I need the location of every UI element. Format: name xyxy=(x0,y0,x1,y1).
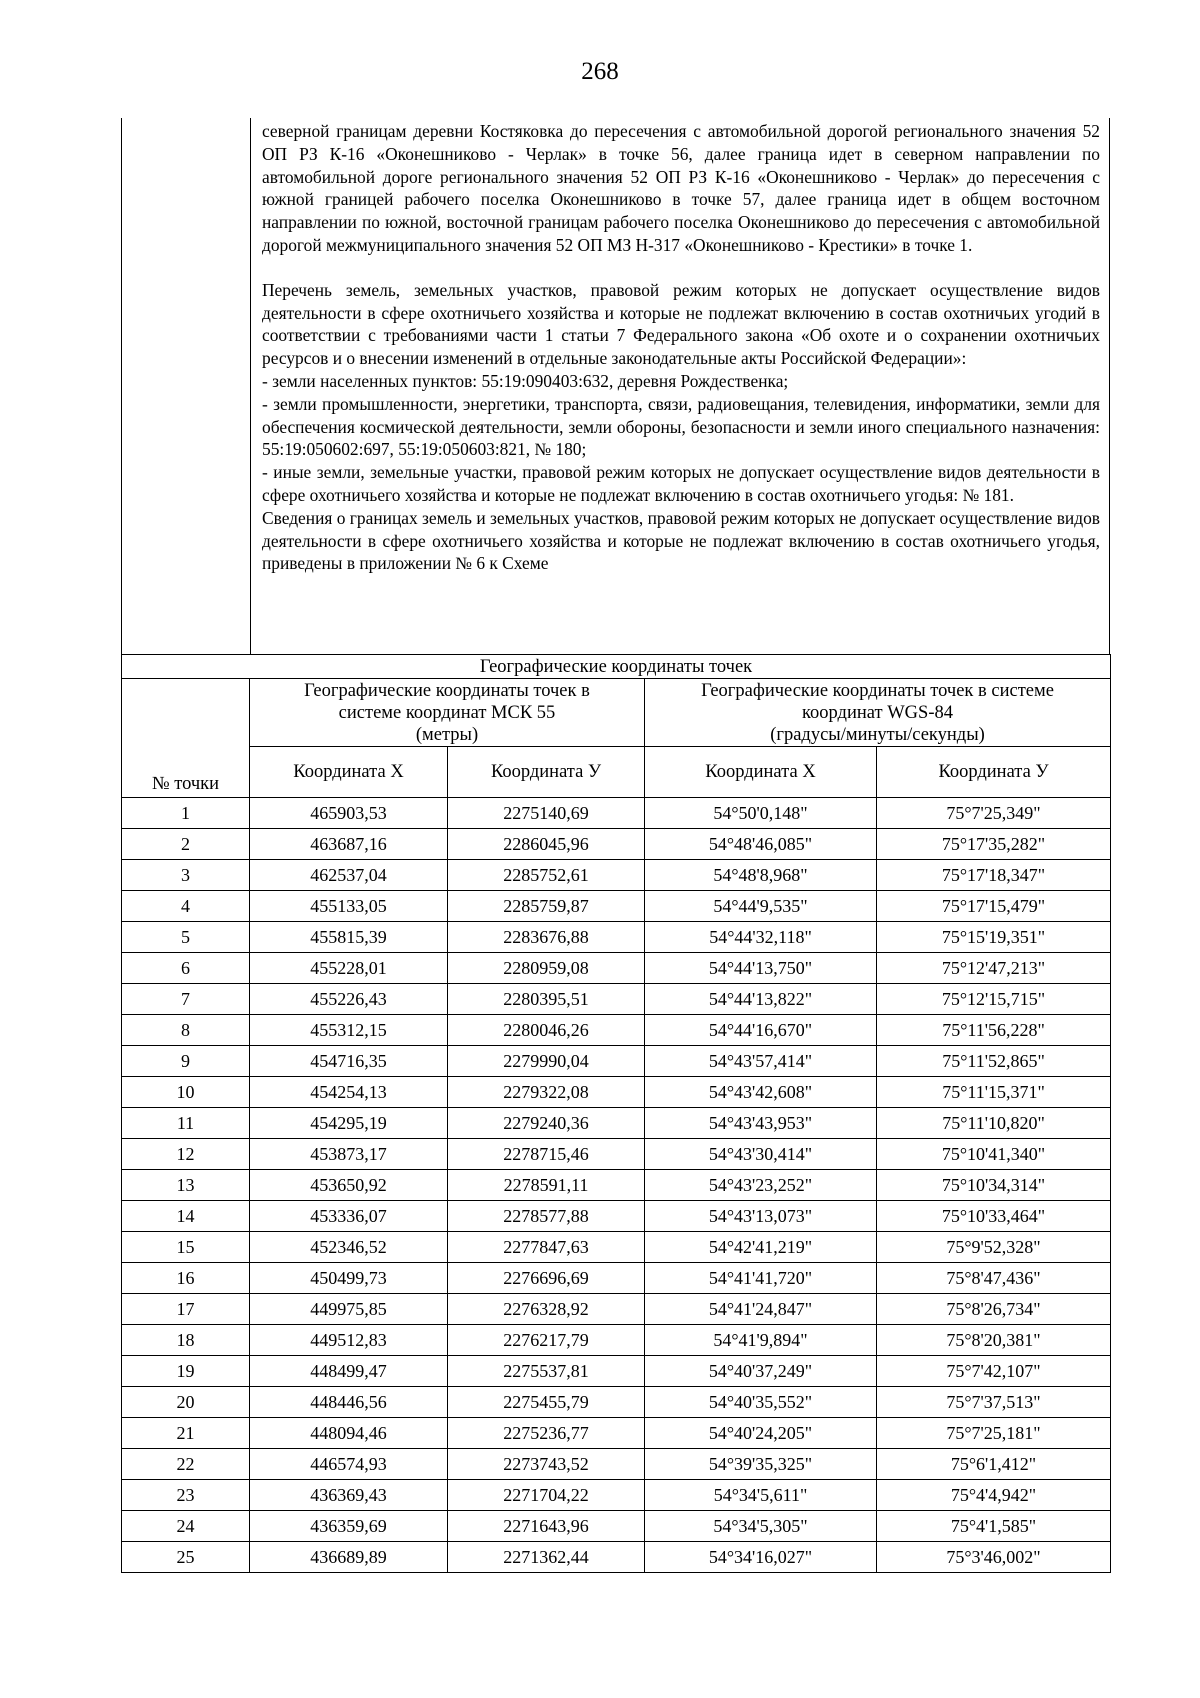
msk55-y-cell: 2271704,22 xyxy=(448,1480,645,1511)
msk55-x-header: Координата Х xyxy=(250,747,448,798)
wgs84-y-cell: 75°7'37,513" xyxy=(877,1387,1111,1418)
msk55-x-cell: 455226,43 xyxy=(250,984,448,1015)
point-number-cell: 6 xyxy=(122,953,250,984)
table-row xyxy=(122,1480,1111,1511)
msk55-x-cell: 453873,17 xyxy=(250,1139,448,1170)
list-item-other-lands: - иные земли, земельные участки, правовой режим которых не допускает осуществление видов деятельности в сфере охотничьего хозяйства и которые не подлежат включению в состав охотничьего угодья: № 181. xyxy=(262,462,1100,505)
wgs84-x-cell: 54°41'9,894" xyxy=(645,1325,877,1356)
table-row xyxy=(122,798,1111,829)
table-row xyxy=(122,1108,1111,1139)
msk55-x-cell: 436369,43 xyxy=(250,1480,448,1511)
wgs84-x-cell: 54°43'30,414" xyxy=(645,1139,877,1170)
wgs84-x-cell: 54°39'35,325" xyxy=(645,1449,877,1480)
msk55-y-cell: 2280395,51 xyxy=(448,984,645,1015)
msk55-y-header: Координата У xyxy=(448,747,645,798)
wgs84-x-cell: 54°42'41,219" xyxy=(645,1232,877,1263)
wgs84-y-cell: 75°17'35,282" xyxy=(877,829,1111,860)
msk55-y-cell: 2271362,44 xyxy=(448,1542,645,1573)
msk55-x-cell: 448446,56 xyxy=(250,1387,448,1418)
point-number-cell: 14 xyxy=(122,1201,250,1232)
msk55-y-cell: 2276696,69 xyxy=(448,1263,645,1294)
table-row xyxy=(122,1170,1111,1201)
msk55-x-cell: 436359,69 xyxy=(250,1511,448,1542)
msk55-header-line1: Географические координаты точек в xyxy=(304,680,590,701)
msk55-y-cell: 2275537,81 xyxy=(448,1356,645,1387)
msk55-y-cell: 2276328,92 xyxy=(448,1294,645,1325)
point-number-cell: 5 xyxy=(122,922,250,953)
msk55-x-cell: 455133,05 xyxy=(250,891,448,922)
table-caption: Географические координаты точек xyxy=(122,655,1111,679)
table-row xyxy=(122,922,1111,953)
msk55-x-cell: 454254,13 xyxy=(250,1077,448,1108)
wgs84-x-cell: 54°43'13,073" xyxy=(645,1201,877,1232)
msk55-x-cell: 462537,04 xyxy=(250,860,448,891)
msk55-x-cell: 455815,39 xyxy=(250,922,448,953)
wgs84-x-cell: 54°43'57,414" xyxy=(645,1046,877,1077)
wgs84-y-cell: 75°17'18,347" xyxy=(877,860,1111,891)
wgs84-x-cell: 54°40'35,552" xyxy=(645,1387,877,1418)
wgs84-x-cell: 54°40'37,249" xyxy=(645,1356,877,1387)
wgs84-y-cell: 75°7'42,107" xyxy=(877,1356,1111,1387)
wgs84-x-cell: 54°43'42,608" xyxy=(645,1077,877,1108)
table-row xyxy=(122,1449,1111,1480)
point-number-cell: 24 xyxy=(122,1511,250,1542)
point-number-cell: 4 xyxy=(122,891,250,922)
wgs84-x-cell: 54°43'23,252" xyxy=(645,1170,877,1201)
msk55-x-cell: 452346,52 xyxy=(250,1232,448,1263)
point-number-cell: 17 xyxy=(122,1294,250,1325)
paragraph-boundary-description: северной границам деревни Костяковка до пересечения с автомобильной дорогой регионального значения 52 ОП РЗ К-16 «Оконешниково - Черлак» в точке 56, далее граница идет в северном направлении по автомобильной дороге регионального значения 52 ОП РЗ К-16 «Оконешниково - Черлак» до пересечения с южной границей рабочего поселка Оконешниково в точке 57, далее граница идет в общем восточном направлении по южной, восточной границам рабочего поселка Оконешниково до пересечения с автомобильной дорогой межмуниципального значения 52 ОП МЗ Н-317 «Оконешниково - Крестики» в точке 1. xyxy=(262,121,1100,255)
wgs84-header xyxy=(645,679,1111,747)
table-row xyxy=(122,1387,1111,1418)
msk55-x-cell: 449512,83 xyxy=(250,1325,448,1356)
msk55-y-cell: 2279990,04 xyxy=(448,1046,645,1077)
page-number: 268 xyxy=(581,58,619,85)
wgs84-y-cell: 75°12'15,715" xyxy=(877,984,1111,1015)
point-number-cell: 9 xyxy=(122,1046,250,1077)
wgs84-y-cell: 75°12'47,213" xyxy=(877,953,1111,984)
msk55-x-cell: 455312,15 xyxy=(250,1015,448,1046)
wgs84-x-cell: 54°34'5,305" xyxy=(645,1511,877,1542)
point-number-cell: 19 xyxy=(122,1356,250,1387)
wgs84-y-cell: 75°10'33,464" xyxy=(877,1201,1111,1232)
msk55-y-cell: 2280046,26 xyxy=(448,1015,645,1046)
wgs84-y-cell: 75°4'1,585" xyxy=(877,1511,1111,1542)
wgs84-y-cell: 75°11'52,865" xyxy=(877,1046,1111,1077)
msk55-y-cell: 2280959,08 xyxy=(448,953,645,984)
wgs84-y-cell: 75°7'25,349" xyxy=(877,798,1111,829)
msk55-y-cell: 2279322,08 xyxy=(448,1077,645,1108)
msk55-x-cell: 449975,85 xyxy=(250,1294,448,1325)
wgs84-y-cell: 75°8'47,436" xyxy=(877,1263,1111,1294)
msk55-x-cell: 463687,16 xyxy=(250,829,448,860)
table-row xyxy=(122,829,1111,860)
table-row xyxy=(122,891,1111,922)
point-number-cell: 1 xyxy=(122,798,250,829)
wgs84-x-cell: 54°41'41,720" xyxy=(645,1263,877,1294)
point-number-cell: 23 xyxy=(122,1480,250,1511)
table-row xyxy=(122,1015,1111,1046)
table-row xyxy=(122,1542,1111,1573)
msk55-x-cell: 448094,46 xyxy=(250,1418,448,1449)
wgs84-x-header: Координата Х xyxy=(645,747,877,798)
table-row xyxy=(122,1511,1111,1542)
wgs84-x-cell: 54°34'5,611" xyxy=(645,1480,877,1511)
point-number-cell: 22 xyxy=(122,1449,250,1480)
table-row xyxy=(122,1077,1111,1108)
msk55-y-cell: 2276217,79 xyxy=(448,1325,645,1356)
msk55-header-line3: (метры) xyxy=(415,724,479,745)
wgs84-x-cell: 54°44'32,118" xyxy=(645,922,877,953)
wgs84-x-cell: 54°44'13,822" xyxy=(645,984,877,1015)
wgs84-y-cell: 75°17'15,479" xyxy=(877,891,1111,922)
table-row xyxy=(122,1139,1111,1170)
wgs84-x-cell: 54°50'0,148" xyxy=(645,798,877,829)
msk55-y-cell: 2278591,11 xyxy=(448,1170,645,1201)
table-row xyxy=(122,1356,1111,1387)
point-number-cell: 12 xyxy=(122,1139,250,1170)
point-number-cell: 25 xyxy=(122,1542,250,1573)
msk55-y-cell: 2286045,96 xyxy=(448,829,645,860)
column-divider xyxy=(250,118,251,654)
msk55-y-cell: 2278577,88 xyxy=(448,1201,645,1232)
point-number-header: № точки xyxy=(122,679,250,798)
wgs84-y-cell: 75°10'34,314" xyxy=(877,1170,1111,1201)
point-number-cell: 10 xyxy=(122,1077,250,1108)
wgs84-header-line2: координат WGS-84 xyxy=(802,702,953,723)
wgs84-y-cell: 75°15'19,351" xyxy=(877,922,1111,953)
msk55-header-line2: системе координат МСК 55 xyxy=(338,702,556,723)
coordinates-table xyxy=(121,654,1111,1573)
point-number-cell: 2 xyxy=(122,829,250,860)
point-number-cell: 20 xyxy=(122,1387,250,1418)
table-row xyxy=(122,1263,1111,1294)
wgs84-y-cell: 75°3'46,002" xyxy=(877,1542,1111,1573)
wgs84-y-cell: 75°11'15,371" xyxy=(877,1077,1111,1108)
table-row xyxy=(122,953,1111,984)
table-row xyxy=(122,860,1111,891)
table-row xyxy=(122,1046,1111,1077)
wgs84-y-header: Координата У xyxy=(877,747,1111,798)
msk55-y-cell: 2275236,77 xyxy=(448,1418,645,1449)
msk55-x-cell: 453650,92 xyxy=(250,1170,448,1201)
point-number-cell: 11 xyxy=(122,1108,250,1139)
point-number-cell: 3 xyxy=(122,860,250,891)
msk55-y-cell: 2283676,88 xyxy=(448,922,645,953)
msk55-x-cell: 454295,19 xyxy=(250,1108,448,1139)
wgs84-x-cell: 54°44'16,670" xyxy=(645,1015,877,1046)
description-block xyxy=(121,118,1110,654)
wgs84-y-cell: 75°9'52,328" xyxy=(877,1232,1111,1263)
point-number-cell: 16 xyxy=(122,1263,250,1294)
wgs84-header-line3: (градусы/минуты/секунды) xyxy=(770,724,985,745)
msk55-x-cell: 465903,53 xyxy=(250,798,448,829)
msk55-x-cell: 455228,01 xyxy=(250,953,448,984)
point-number-cell: 21 xyxy=(122,1418,250,1449)
msk55-y-cell: 2279240,36 xyxy=(448,1108,645,1139)
table-row xyxy=(122,984,1111,1015)
table-row xyxy=(122,1232,1111,1263)
point-number-cell: 13 xyxy=(122,1170,250,1201)
msk55-y-cell: 2278715,46 xyxy=(448,1139,645,1170)
point-number-cell: 18 xyxy=(122,1325,250,1356)
wgs84-header-line1: Географические координаты точек в системе xyxy=(701,680,1054,701)
list-item-settlements: - земли населенных пунктов: 55:19:090403:632, деревня Рождественка; xyxy=(262,370,789,391)
msk55-x-cell: 446574,93 xyxy=(250,1449,448,1480)
list-item-industrial-lands: - земли промышленности, энергетики, транспорта, связи, радиовещания, телевидения, информатики, земли для обеспечения космической деятельности, земли обороны, безопасности и земли иного специального назначения: 55:19:050602:697, 55:19:050603:821, № 180; xyxy=(262,393,1100,460)
msk55-x-cell: 450499,73 xyxy=(250,1263,448,1294)
point-number-cell: 15 xyxy=(122,1232,250,1263)
wgs84-x-cell: 54°40'24,205" xyxy=(645,1418,877,1449)
wgs84-x-cell: 54°34'16,027" xyxy=(645,1542,877,1573)
msk55-x-cell: 454716,35 xyxy=(250,1046,448,1077)
msk55-y-cell: 2275140,69 xyxy=(448,798,645,829)
table-row xyxy=(122,1418,1111,1449)
table-row xyxy=(122,1294,1111,1325)
wgs84-y-cell: 75°11'10,820" xyxy=(877,1108,1111,1139)
wgs84-y-cell: 75°10'41,340" xyxy=(877,1139,1111,1170)
wgs84-x-cell: 54°44'13,750" xyxy=(645,953,877,984)
wgs84-y-cell: 75°8'26,734" xyxy=(877,1294,1111,1325)
paragraph-appendix-reference: Сведения о границах земель и земельных участков, правовой режим которых не допускает осуществление видов деятельности в сфере охотничьего хозяйства и которые не подлежат включению в состав охотничьего угодья, приведены в приложении № 6 к Схеме xyxy=(262,507,1100,574)
msk55-y-cell: 2271643,96 xyxy=(448,1511,645,1542)
wgs84-y-cell: 75°8'20,381" xyxy=(877,1325,1111,1356)
coordinates-table-body xyxy=(122,798,1111,1573)
msk55-y-cell: 2277847,63 xyxy=(448,1232,645,1263)
msk55-y-cell: 2285759,87 xyxy=(448,891,645,922)
msk55-x-cell: 453336,07 xyxy=(250,1201,448,1232)
msk55-y-cell: 2273743,52 xyxy=(448,1449,645,1480)
table-row xyxy=(122,1325,1111,1356)
msk55-y-cell: 2275455,79 xyxy=(448,1387,645,1418)
msk55-x-cell: 448499,47 xyxy=(250,1356,448,1387)
wgs84-y-cell: 75°7'25,181" xyxy=(877,1418,1111,1449)
paragraph-excluded-lands-intro: Перечень земель, земельных участков, правовой режим которых не допускает осуществление видов деятельности в сфере охотничьего хозяйства и которые не подлежат включению в состав охотничьих угодий в соответствии с требованиями части 1 статьи 7 Федерального закона «Об охоте и о сохранении охотничьих ресурсов и о внесении изменений в отдельные законодательные акты Российской Федерации»: xyxy=(262,279,1100,369)
wgs84-y-cell: 75°4'4,942" xyxy=(877,1480,1111,1511)
table-row xyxy=(122,1201,1111,1232)
wgs84-x-cell: 54°43'43,953" xyxy=(645,1108,877,1139)
point-number-cell: 7 xyxy=(122,984,250,1015)
wgs84-x-cell: 54°41'24,847" xyxy=(645,1294,877,1325)
wgs84-x-cell: 54°48'8,968" xyxy=(645,860,877,891)
wgs84-x-cell: 54°44'9,535" xyxy=(645,891,877,922)
wgs84-y-cell: 75°6'1,412" xyxy=(877,1449,1111,1480)
wgs84-x-cell: 54°48'46,085" xyxy=(645,829,877,860)
msk55-x-cell: 436689,89 xyxy=(250,1542,448,1573)
point-number-cell: 8 xyxy=(122,1015,250,1046)
msk55-y-cell: 2285752,61 xyxy=(448,860,645,891)
description-text xyxy=(262,120,1100,575)
msk55-header xyxy=(250,679,645,747)
wgs84-y-cell: 75°11'56,228" xyxy=(877,1015,1111,1046)
